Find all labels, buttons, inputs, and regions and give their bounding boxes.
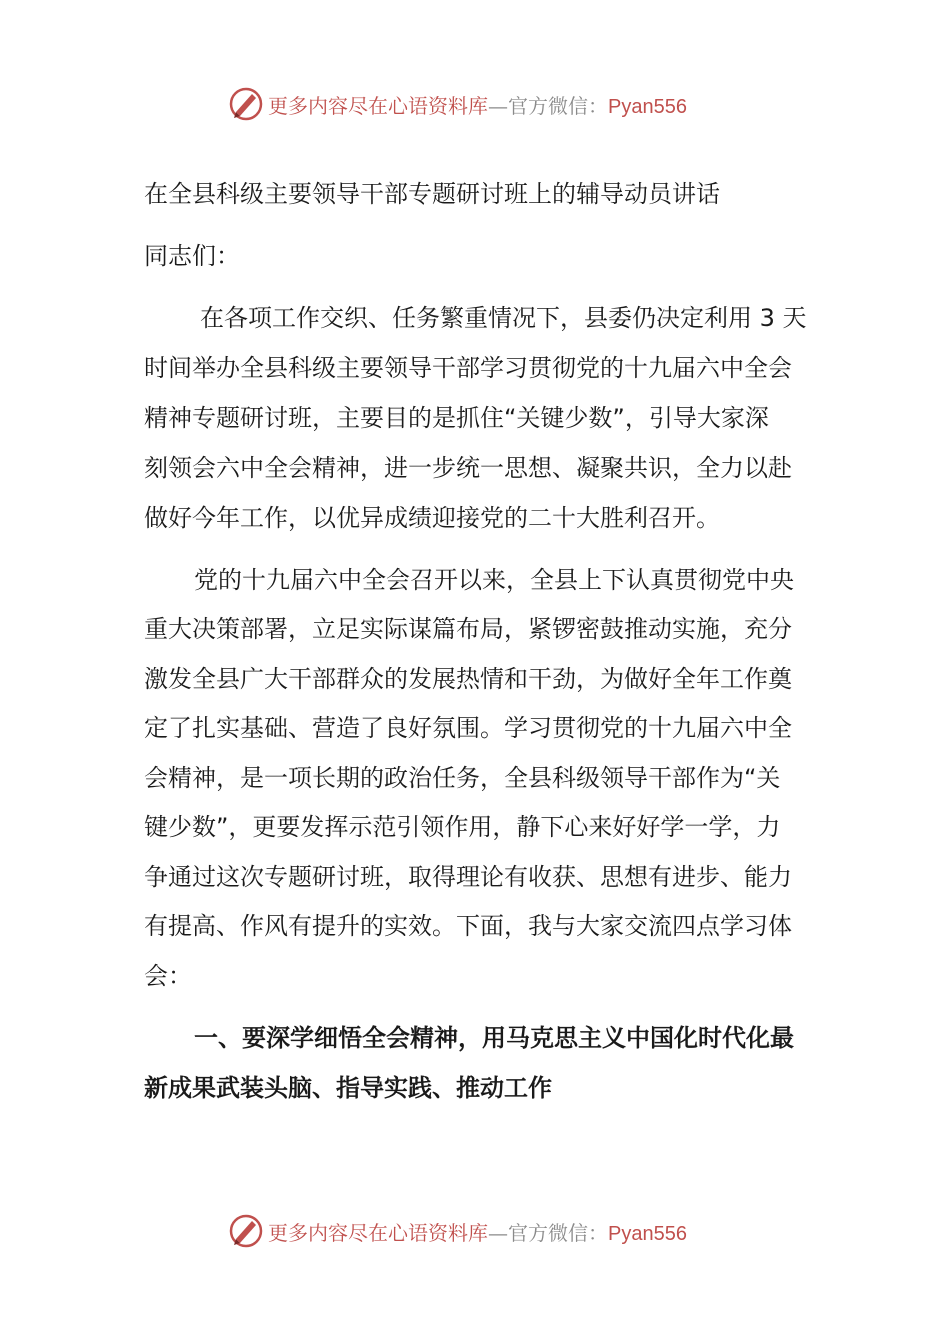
- watermark-wechat-id: Pyan556: [608, 1222, 687, 1245]
- watermark-text: [268, 1217, 687, 1246]
- paragraph1-line: 刻领会六中全会精神，进一步统一思想、凝聚共识，全力以赴: [144, 454, 792, 482]
- watermark-main: 更多内容尽在心语资料库: [268, 93, 488, 118]
- watermark-dash: —: [488, 1220, 508, 1245]
- pen-logo-icon: [228, 86, 264, 122]
- greeting: 同志们：: [144, 242, 240, 270]
- watermark-sub: 官方微信：: [508, 93, 608, 118]
- watermark-header: [228, 86, 687, 122]
- watermark-sub: 官方微信：: [508, 1220, 608, 1245]
- paragraph1-line: 做好今年工作，以优异成绩迎接党的二十大胜利召开。: [144, 504, 720, 532]
- watermark-dash: —: [488, 93, 508, 118]
- section-heading-line: 新成果武装头脑、指导实践、推动工作: [144, 1074, 552, 1102]
- paragraph2-line: 激发全县广大干部群众的发展热情和干劲，为做好全年工作奠: [144, 665, 792, 693]
- paragraph2-line: 争通过这次专题研讨班，取得理论有收获、思想有进步、能力: [144, 863, 792, 891]
- watermark-footer: [228, 1213, 687, 1249]
- watermark-text: [268, 90, 687, 119]
- paragraph2-line: 会精神，是一项长期的政治任务，全县科级领导干部作为“关: [144, 764, 781, 792]
- paragraph2-line: 键少数”，更要发挥示范引领作用，静下心来好好学一学，力: [144, 813, 781, 841]
- watermark-wechat-id: Pyan556: [608, 95, 687, 118]
- section-heading-line: 一、要深学细悟全会精神，用马克思主义中国化时代化最: [194, 1024, 794, 1052]
- paragraph1-line: 时间举办全县科级主要领导干部学习贯彻党的十九届六中全会: [144, 354, 792, 382]
- pen-logo-icon: [228, 1213, 264, 1249]
- paragraph2-line: 定了扎实基础、营造了良好氛围。学习贯彻党的十九届六中全: [144, 714, 792, 742]
- paragraph1-line: 在各项工作交织、任务繁重情况下，县委仍决定利用 3 天: [200, 304, 807, 332]
- paragraph2-line: 重大决策部署，立足实际谋篇布局，紧锣密鼓推动实施，充分: [144, 615, 792, 643]
- paragraph1-line: 精神专题研讨班，主要目的是抓住“关键少数”，引导大家深: [144, 404, 769, 432]
- watermark-main: 更多内容尽在心语资料库: [268, 1220, 488, 1245]
- paragraph2-line: 党的十九届六中全会召开以来，全县上下认真贯彻党中央: [194, 566, 794, 594]
- paragraph2-line: 有提高、作风有提升的实效。下面，我与大家交流四点学习体: [144, 912, 792, 940]
- document-title: 在全县科级主要领导干部专题研讨班上的辅导动员讲话: [144, 180, 720, 208]
- paragraph2-line: 会：: [144, 962, 192, 990]
